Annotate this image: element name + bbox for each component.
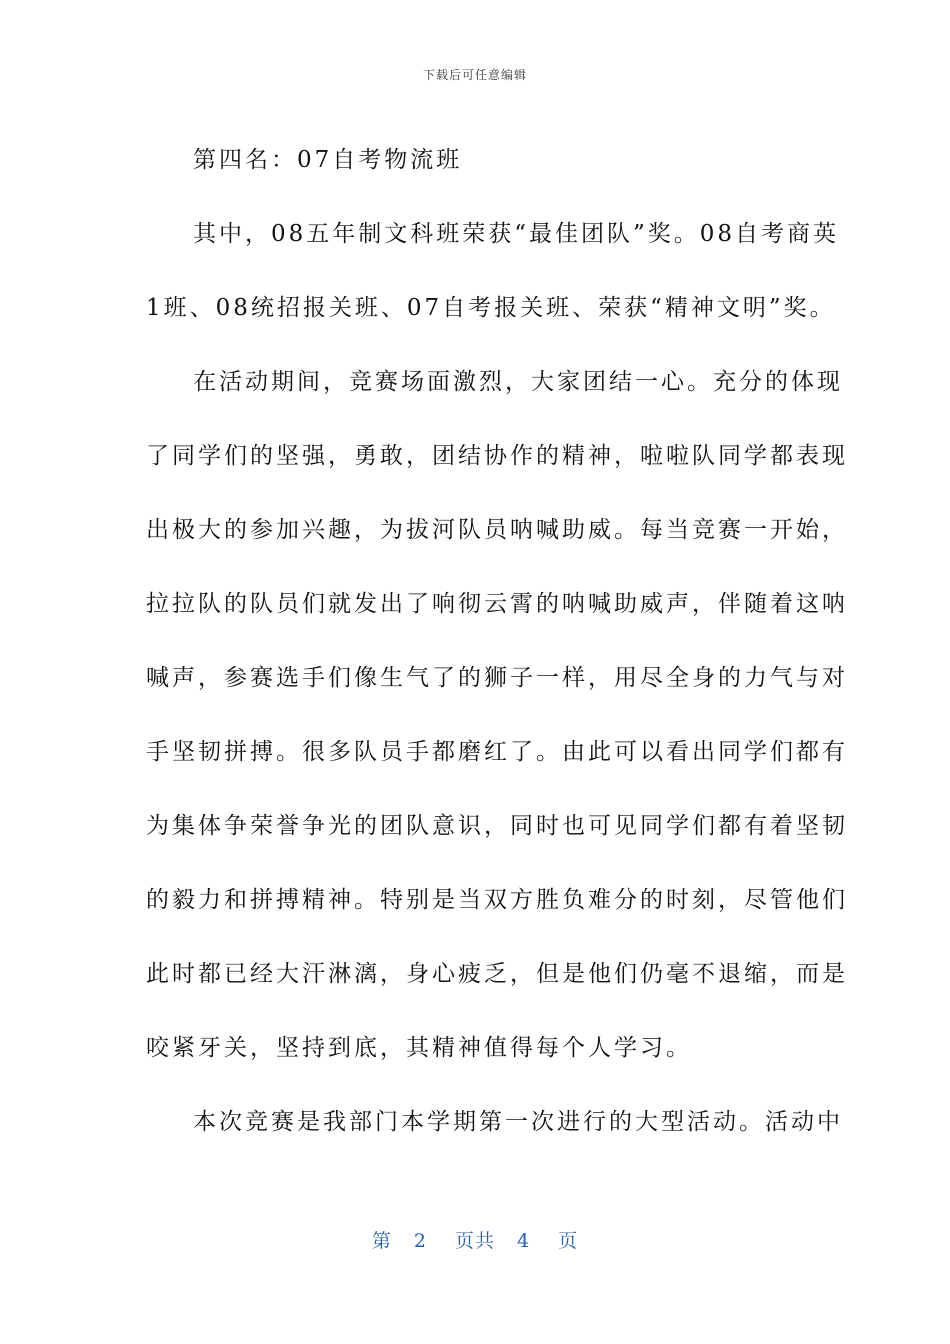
paragraph-line: 手坚韧拼搏。很多队员手都磨红了。由此可以看出同学们都有 — [146, 739, 848, 765]
paragraph-line: 咬紧牙关，坚持到底，其精神值得每个人学习。 — [146, 1035, 692, 1061]
paragraph-line: 为集体争荣誉争光的团队意识，同时也可见同学们都有着坚韧 — [146, 813, 848, 839]
paragraph-line: 在活动期间，竞赛场面激烈，大家团结一心。充分的体现 — [193, 369, 843, 395]
paragraph-line: 喊声，参赛选手们像生气了的狮子一样，用尽全身的力气与对 — [146, 665, 848, 691]
current-page-number: 2 — [413, 1230, 427, 1252]
paragraph-line: 第四名：07自考物流班 — [193, 147, 463, 173]
paragraph-line: 出极大的参加兴趣，为拔河队员呐喊助威。每当竞赛一开始， — [146, 517, 848, 543]
header-note: 下载后可任意编辑 — [422, 68, 527, 82]
total-pages-number: 4 — [517, 1230, 531, 1252]
paragraph-line: 拉拉队的队员们就发出了响彻云霄的呐喊助威声，伴随着这呐 — [146, 591, 848, 617]
paragraph-line: 此时都已经大汗淋漓，身心疲乏，但是他们仍毫不退缩，而是 — [146, 961, 848, 987]
page-number-footer — [0, 1226, 950, 1253]
footer-middle: 页共 — [454, 1230, 495, 1252]
paragraph-line: 的毅力和拼搏精神。特别是当双方胜负难分的时刻，尽管他们 — [146, 887, 848, 913]
paragraph-line: 了同学们的坚强，勇敢，团结协作的精神，啦啦队同学都表现 — [146, 443, 848, 469]
footer-prefix: 第 — [371, 1230, 392, 1252]
paragraph-line: 本次竞赛是我部门本学期第一次进行的大型活动。活动中 — [193, 1109, 843, 1135]
footer-suffix: 页 — [558, 1230, 579, 1252]
paragraph-line: 1班、08统招报关班、07自考报关班、荣获“精神文明”奖。 — [146, 295, 836, 321]
paragraph-line: 其中，08五年制文科班荣获“最佳团队”奖。08自考商英 — [193, 221, 840, 247]
document-body — [146, 123, 848, 1159]
